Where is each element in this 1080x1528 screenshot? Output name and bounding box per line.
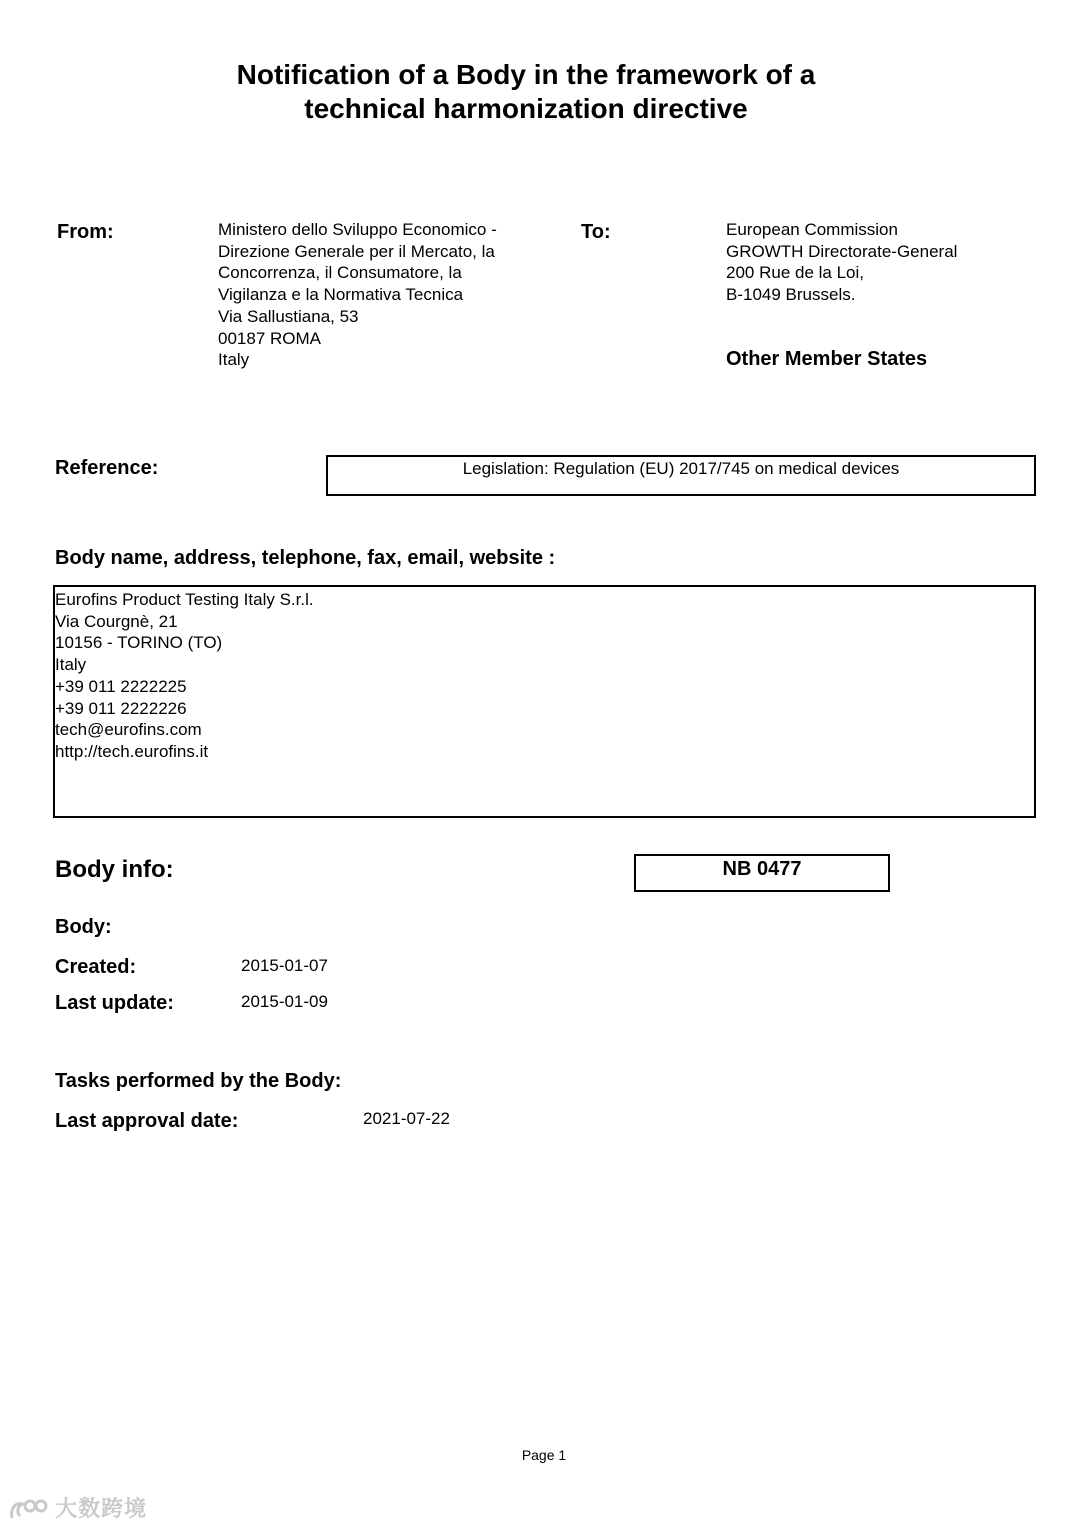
body-info-heading: Body info:	[55, 856, 174, 883]
to-line: GROWTH Directorate-General	[726, 241, 958, 261]
created-label: Created:	[55, 956, 137, 978]
from-label: From:	[57, 221, 114, 243]
body-contact-email: tech@eurofins.com	[55, 720, 202, 740]
to-line: European Commission	[726, 220, 898, 239]
reference-value: Legislation: Regulation (EU) 2017/745 on medical devices	[462, 459, 900, 478]
body-contact-line: Italy	[55, 655, 87, 675]
from-line: Via Sallustiana, 53	[218, 306, 359, 326]
other-member-states: Other Member States	[726, 348, 928, 370]
to-address	[726, 219, 957, 306]
to-line: 200 Rue de la Loi,	[726, 263, 864, 283]
body-contact-website: http://tech.eurofins.it	[55, 741, 209, 761]
watermark	[8, 1492, 147, 1524]
last-update-label: Last update:	[55, 992, 174, 1014]
body-contact-line: Via Courgnè, 21	[55, 611, 178, 631]
watermark-text: 大数跨境	[55, 1496, 148, 1521]
body-contact-fax: +39 011 2222226	[55, 698, 187, 718]
nb-number-box	[634, 854, 890, 892]
body-contact-line: 10156 - TORINO (TO)	[55, 633, 223, 653]
document-title	[0, 58, 1052, 126]
from-line: Concorrenza, il Consumatore, la	[218, 263, 462, 283]
body-contact-heading: Body name, address, telephone, fax, email, website :	[55, 547, 556, 569]
from-line: Vigilanza e la Normativa Tecnica	[218, 285, 464, 305]
body-contact-phone: +39 011 2222225	[55, 676, 187, 696]
created-value: 2015-01-07	[241, 956, 328, 975]
title-line-1: Notification of a Body in the framework of a	[236, 59, 816, 90]
tasks-heading: Tasks performed by the Body:	[55, 1070, 342, 1092]
reference-label: Reference:	[55, 457, 159, 479]
from-address	[218, 219, 497, 371]
from-line: Ministero dello Sviluppo Economico -	[218, 220, 497, 239]
from-line: Italy	[218, 350, 250, 370]
from-line: 00187 ROMA	[218, 328, 321, 348]
reference-box	[326, 455, 1036, 496]
last-approval-value: 2021-07-22	[363, 1109, 450, 1128]
page-number: Page 1	[521, 1447, 567, 1463]
body-label: Body:	[55, 916, 112, 938]
last-approval-label: Last approval date:	[55, 1110, 239, 1132]
last-update-value: 2015-01-09	[241, 992, 328, 1011]
to-label: To:	[581, 221, 611, 243]
body-contact-box	[53, 585, 1036, 818]
title-line-2: technical harmonization directive	[304, 93, 748, 124]
body-contact-line: Eurofins Product Testing Italy S.r.l.	[55, 590, 314, 609]
watermark-logo-icon	[8, 1496, 48, 1524]
nb-number: NB 0477	[722, 858, 802, 880]
from-line: Direzione Generale per il Mercato, la	[218, 241, 495, 261]
to-line: B-1049 Brussels.	[726, 285, 856, 305]
